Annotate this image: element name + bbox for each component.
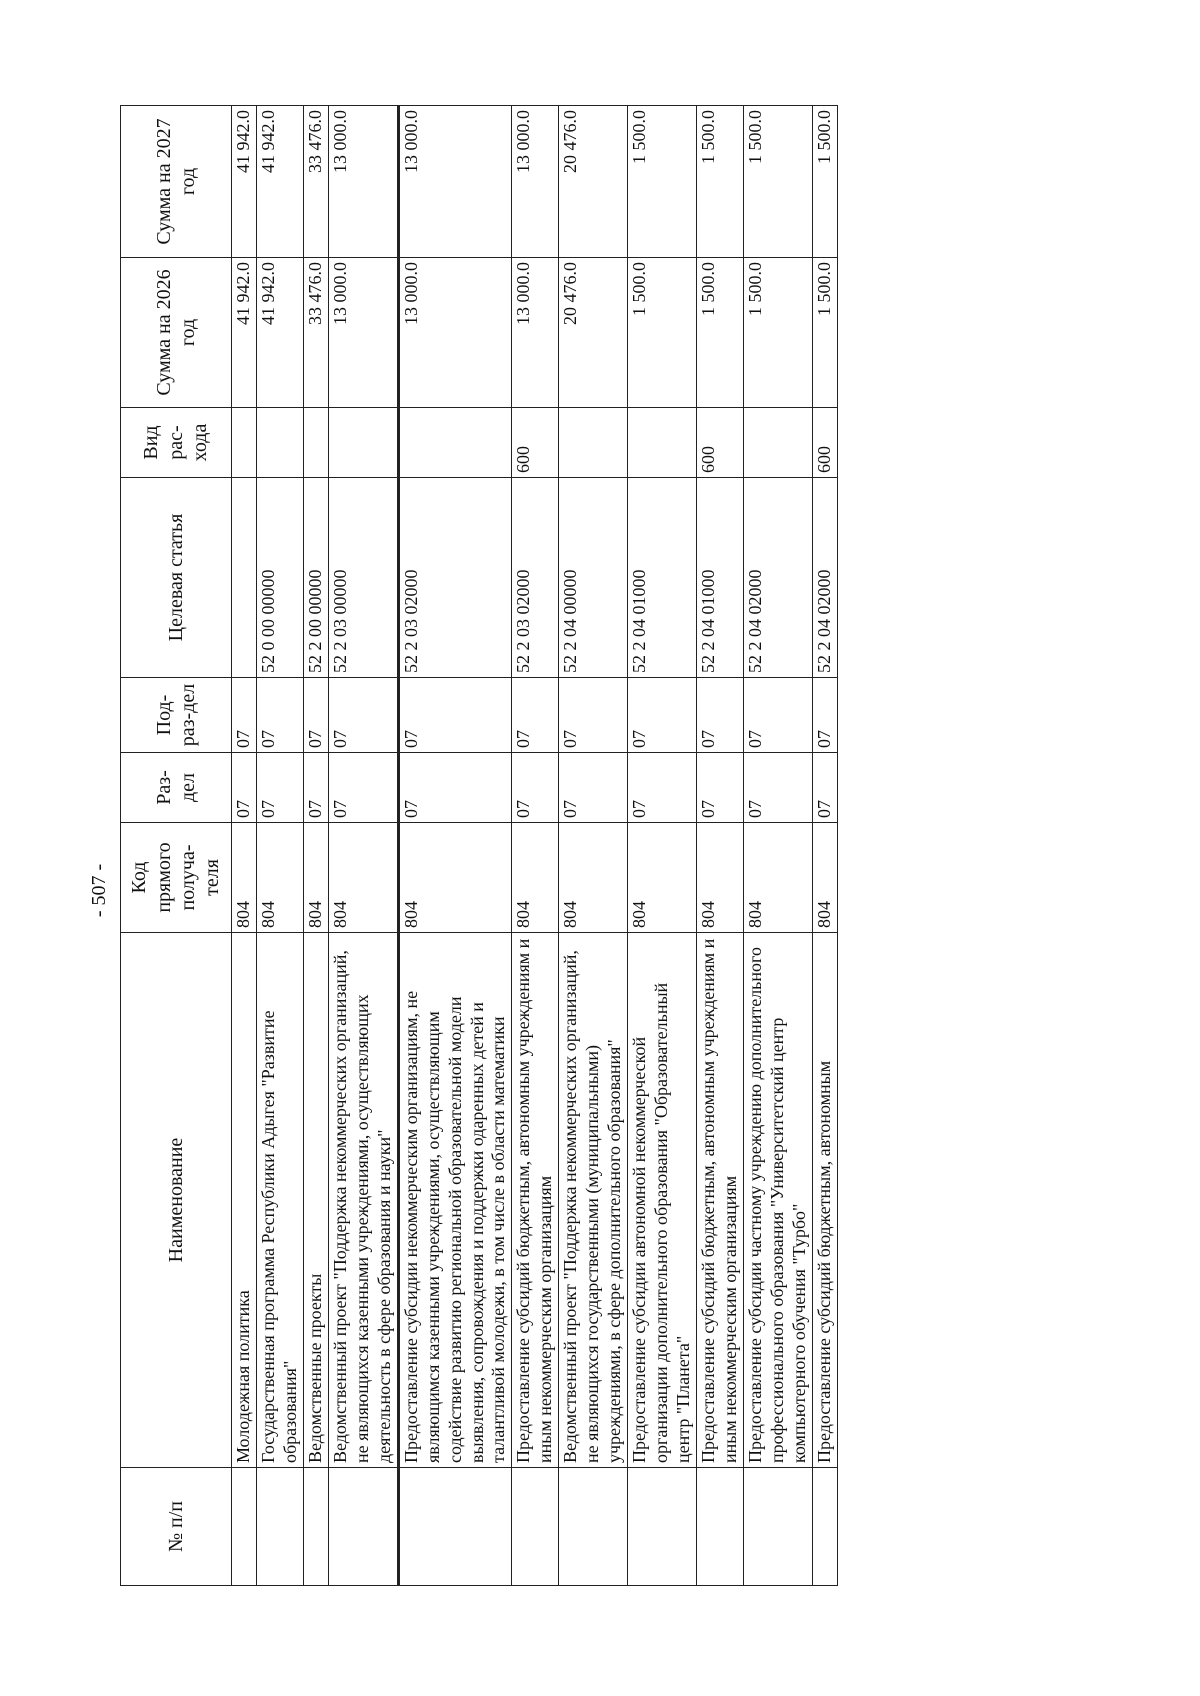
row-target: 52 2 03 00000 <box>328 478 398 678</box>
table-row <box>232 106 257 1586</box>
row-subsection: 07 <box>697 678 744 753</box>
row-expense <box>328 408 398 478</box>
row-num <box>256 1468 303 1586</box>
row-expense: 600 <box>512 408 559 478</box>
table-row <box>256 106 303 1586</box>
row-sum-2027: 41 942.0 <box>256 106 303 258</box>
page-number-text: - 507 - <box>88 863 111 917</box>
row-sum-2026: 13 000.0 <box>512 258 559 408</box>
row-name: Предоставление субсидий бюджетным, автономным учреждениям и иным некоммерческим организациям <box>697 933 744 1468</box>
rotated-table-container <box>120 106 1070 1586</box>
row-subsection: 07 <box>559 678 628 753</box>
row-num <box>628 1468 697 1586</box>
row-expense <box>743 408 812 478</box>
row-sum-2027: 1 500.0 <box>628 106 697 258</box>
row-num <box>559 1468 628 1586</box>
row-name: Предоставление субсидии автономной некоммерческой организации дополнительного образования "Образовательный центр "Планета" <box>628 933 697 1468</box>
header-num: № п/п <box>121 1468 232 1586</box>
row-sum-2026: 1 500.0 <box>812 258 837 408</box>
header-expense: Вид рас-хода <box>121 408 232 478</box>
row-expense <box>628 408 697 478</box>
row-name: Предоставление субсидий бюджетным, автономным учреждениям и иным некоммерческим организациям <box>512 933 559 1468</box>
row-target: 52 2 04 02000 <box>812 478 837 678</box>
row-expense <box>256 408 303 478</box>
row-sum-2027: 13 000.0 <box>328 106 398 258</box>
table-row <box>398 106 512 1586</box>
table-row <box>559 106 628 1586</box>
row-subsection: 07 <box>628 678 697 753</box>
row-target: 52 2 04 01000 <box>628 478 697 678</box>
row-subsection: 07 <box>512 678 559 753</box>
row-name: Ведомственный проект "Поддержка некоммерческих организаций, не являющихся государственными (муниципальными) учреждениями, в сфере дополнительного образования" <box>559 933 628 1468</box>
row-sum-2026: 33 476.0 <box>303 258 328 408</box>
row-recipient: 804 <box>398 823 512 933</box>
budget-table <box>120 105 838 1586</box>
row-subsection: 07 <box>256 678 303 753</box>
row-section: 07 <box>328 753 398 823</box>
row-sum-2027: 33 476.0 <box>303 106 328 258</box>
row-sum-2026: 41 942.0 <box>256 258 303 408</box>
row-num <box>812 1468 837 1586</box>
header-name: Наименование <box>121 933 232 1468</box>
row-num <box>328 1468 398 1586</box>
row-sum-2027: 1 500.0 <box>812 106 837 258</box>
row-section: 07 <box>303 753 328 823</box>
row-name: Предоставление субсидии частному учреждению дополнительного профессионального образования "Университетский центр компьютерного обучения "Турбо" <box>743 933 812 1468</box>
row-num <box>232 1468 257 1586</box>
row-subsection: 07 <box>328 678 398 753</box>
row-target: 52 2 04 02000 <box>743 478 812 678</box>
row-name: Ведомственные проекты <box>303 933 328 1468</box>
table-row <box>812 106 837 1586</box>
row-recipient: 804 <box>232 823 257 933</box>
row-sum-2027: 1 500.0 <box>743 106 812 258</box>
row-expense: 600 <box>812 408 837 478</box>
row-section: 07 <box>398 753 512 823</box>
header-recipient: Код прямого получа-теля <box>121 823 232 933</box>
row-recipient: 804 <box>812 823 837 933</box>
header-target: Целевая статья <box>121 478 232 678</box>
table-row <box>743 106 812 1586</box>
row-num <box>398 1468 512 1586</box>
row-num <box>743 1468 812 1586</box>
table-row <box>628 106 697 1586</box>
row-subsection: 07 <box>398 678 512 753</box>
row-subsection: 07 <box>812 678 837 753</box>
table-header-row <box>121 106 232 1586</box>
row-sum-2027: 1 500.0 <box>697 106 744 258</box>
row-expense: 600 <box>697 408 744 478</box>
row-recipient: 804 <box>512 823 559 933</box>
row-expense <box>232 408 257 478</box>
row-recipient: 804 <box>256 823 303 933</box>
row-sum-2027: 20 476.0 <box>559 106 628 258</box>
row-target: 52 2 03 02000 <box>398 478 512 678</box>
row-recipient: 804 <box>328 823 398 933</box>
row-target: 52 0 00 00000 <box>256 478 303 678</box>
row-sum-2026: 1 500.0 <box>628 258 697 408</box>
row-recipient: 804 <box>628 823 697 933</box>
row-sum-2026: 1 500.0 <box>697 258 744 408</box>
row-recipient: 804 <box>743 823 812 933</box>
row-target: 52 2 04 01000 <box>697 478 744 678</box>
table-row <box>512 106 559 1586</box>
row-expense <box>303 408 328 478</box>
row-section: 07 <box>628 753 697 823</box>
row-section: 07 <box>743 753 812 823</box>
row-num <box>303 1468 328 1586</box>
header-sum-2026: Сумма на 2026 год <box>121 258 232 408</box>
row-section: 07 <box>232 753 257 823</box>
row-expense <box>398 408 512 478</box>
row-subsection: 07 <box>232 678 257 753</box>
row-sum-2027: 41 942.0 <box>232 106 257 258</box>
row-section: 07 <box>812 753 837 823</box>
row-name: Предоставление субсидий бюджетным, автономным <box>812 933 837 1468</box>
row-sum-2026: 1 500.0 <box>743 258 812 408</box>
row-name: Предоставление субсидии некоммерческим организациям, не являющимся казенными учреждениями, осуществляющим содействие развитию региональной образовательной модели выявления, сопровождения и поддержки одаренных детей и талантливой молодежи, в том числе в области математики <box>398 933 512 1468</box>
row-sum-2027: 13 000.0 <box>398 106 512 258</box>
row-sum-2026: 41 942.0 <box>232 258 257 408</box>
row-target: 52 2 03 02000 <box>512 478 559 678</box>
header-sum-2027: Сумма на 2027 год <box>121 106 232 258</box>
row-name: Ведомственный проект "Поддержка некоммерческих организаций, не являющихся казенными учреждениями, осуществляющих деятельность в сфере образования и науки" <box>328 933 398 1468</box>
header-section: Раз-дел <box>121 753 232 823</box>
row-num <box>512 1468 559 1586</box>
row-section: 07 <box>559 753 628 823</box>
row-sum-2027: 13 000.0 <box>512 106 559 258</box>
page-number <box>80 860 120 920</box>
row-subsection: 07 <box>303 678 328 753</box>
row-num <box>697 1468 744 1586</box>
table-row <box>328 106 398 1586</box>
row-recipient: 804 <box>303 823 328 933</box>
row-target: 52 2 00 00000 <box>303 478 328 678</box>
header-subsection: Под-раз-дел <box>121 678 232 753</box>
row-section: 07 <box>697 753 744 823</box>
row-name: Государственная программа Республики Адыгея "Развитие образования" <box>256 933 303 1468</box>
table-row <box>303 106 328 1586</box>
row-section: 07 <box>512 753 559 823</box>
row-target: 52 2 04 00000 <box>559 478 628 678</box>
row-sum-2026: 13 000.0 <box>398 258 512 408</box>
row-expense <box>559 408 628 478</box>
row-sum-2026: 13 000.0 <box>328 258 398 408</box>
row-recipient: 804 <box>559 823 628 933</box>
row-section: 07 <box>256 753 303 823</box>
table-row <box>697 106 744 1586</box>
row-target <box>232 478 257 678</box>
row-name: Молодежная политика <box>232 933 257 1468</box>
row-sum-2026: 20 476.0 <box>559 258 628 408</box>
row-recipient: 804 <box>697 823 744 933</box>
row-subsection: 07 <box>743 678 812 753</box>
